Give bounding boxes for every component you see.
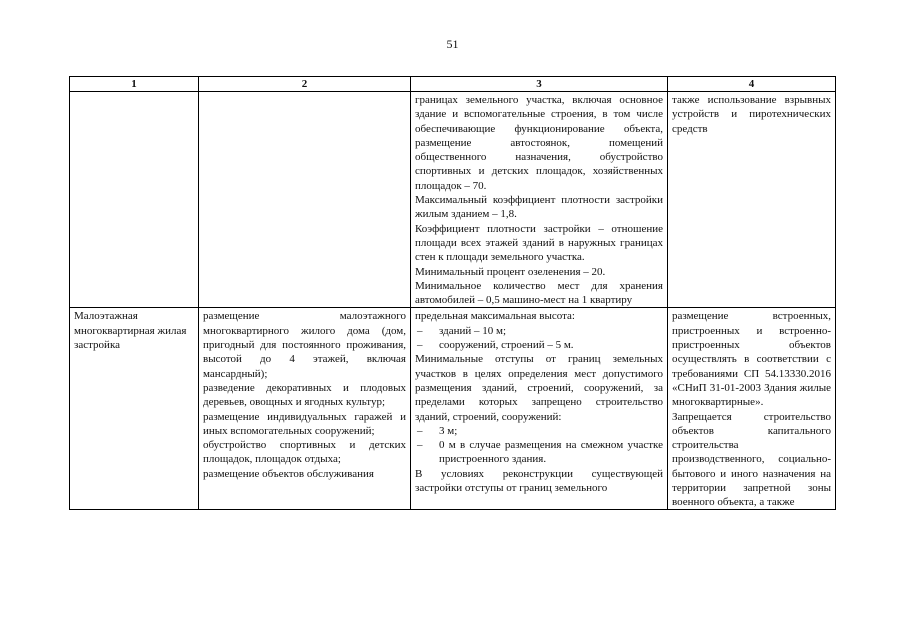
height-item: зданий – 10 м;: [439, 324, 507, 337]
list-item: [415, 424, 663, 438]
regulations-table: [69, 76, 836, 510]
row2-col4-para: Запрещается строительство объектов капитального строительства производственного, социально-бытового и иного назначения на территории запретной зоны военного объекта, а также: [672, 410, 831, 509]
row2-col2-para: размещение индивидуальных гаражей и иных вспомогательных сооружений;: [203, 410, 406, 437]
row2-col2-para: обустройство спортивных и детских площадок, площадок отдыха;: [203, 439, 406, 466]
row1-col3-para: Минимальное количество мест для хранения автомобилей – 0,5 машино-мест на 1 квартиру: [415, 279, 663, 307]
column-header-2: 2: [199, 77, 411, 92]
row2-col2-para: размещение объектов обслуживания: [203, 467, 374, 480]
table-row: [70, 308, 836, 510]
row1-col3-para: Коэффициент плотности застройки – отношение площади всех этажей зданий в наружных границах стен к площади земельного участка.: [415, 222, 663, 264]
column-header-3: 3: [411, 77, 668, 92]
row1-col3-para: Минимальный процент озеленения – 20.: [415, 265, 606, 278]
row2-col2-para: разведение декоративных и плодовых деревьев, овощных и ягодных культур;: [203, 381, 406, 409]
height-item: сооружений, строений – 5 м.: [439, 339, 574, 352]
column-header-4: 4: [668, 77, 836, 92]
dash-marker: –: [417, 439, 423, 452]
row1-cell-2: [199, 92, 411, 308]
row1-cell-4: [668, 92, 836, 308]
row1-cell-3: [411, 92, 668, 308]
row1-cell-1: [70, 92, 199, 308]
row2-col3-intro: предельная максимальная высота:: [415, 310, 575, 323]
row2-col3-reconstruction: В условиях реконструкции существующей застройки отступы от границ земельного: [415, 467, 663, 495]
list-item: [415, 338, 663, 352]
dash-marker: –: [417, 424, 423, 437]
row2-cell-4: [668, 308, 836, 510]
row2-cell-3: [411, 308, 668, 510]
list-item: [415, 324, 663, 338]
page-number: 51: [446, 37, 459, 51]
row2-cell-1: Малоэтажная многоквартирная жилая застройка: [70, 308, 199, 510]
row2-cell-2: [199, 308, 411, 510]
row2-col4-para: размещение встроенных, пристроенных и встроенно-пристроенных объектов осуществлять в соответствии с требованиями СП 54.13330.2016 «СНиП 31-01-2003 Здания жилые многоквартирные».: [672, 310, 831, 409]
dash-marker: –: [417, 324, 423, 337]
column-header-1: 1: [70, 77, 199, 92]
table-row: [70, 92, 836, 308]
list-item: [415, 438, 663, 467]
dash-marker: –: [417, 339, 423, 352]
row1-col4-para: также использование взрывных устройств и пиротехнических средств: [672, 94, 831, 135]
header-row: [70, 77, 836, 92]
row2-col2-para: размещение малоэтажного многоквартирного жилого дома (дом, пригодный для постоянного проживания, высотой до 4 этажей, включая мансардный);: [203, 310, 406, 380]
setback-item: 3 м;: [439, 424, 458, 437]
row1-col3-para: границах земельного участка, включая основное здание и вспомогательные строения, в том числе обеспечивающие функционирование объекта, размещение автостоянок, помещений общественного назначения, обустройство спортивных и детских площадок, хозяйственных площадок – 70.: [415, 94, 663, 192]
row2-col3-setbacks: Минимальные отступы от границ земельных участков в целях определения мест допустимого размещения зданий, строений, сооружений, за пределами которых запрещено строительство зданий, строений, сооружений:: [415, 353, 663, 423]
setback-item: 0 м в случае размещения на смежном участке пристроенного здания.: [439, 439, 663, 466]
row1-col3-para: Максимальный коэффициент плотности застройки жилым зданием – 1,8.: [415, 194, 663, 221]
